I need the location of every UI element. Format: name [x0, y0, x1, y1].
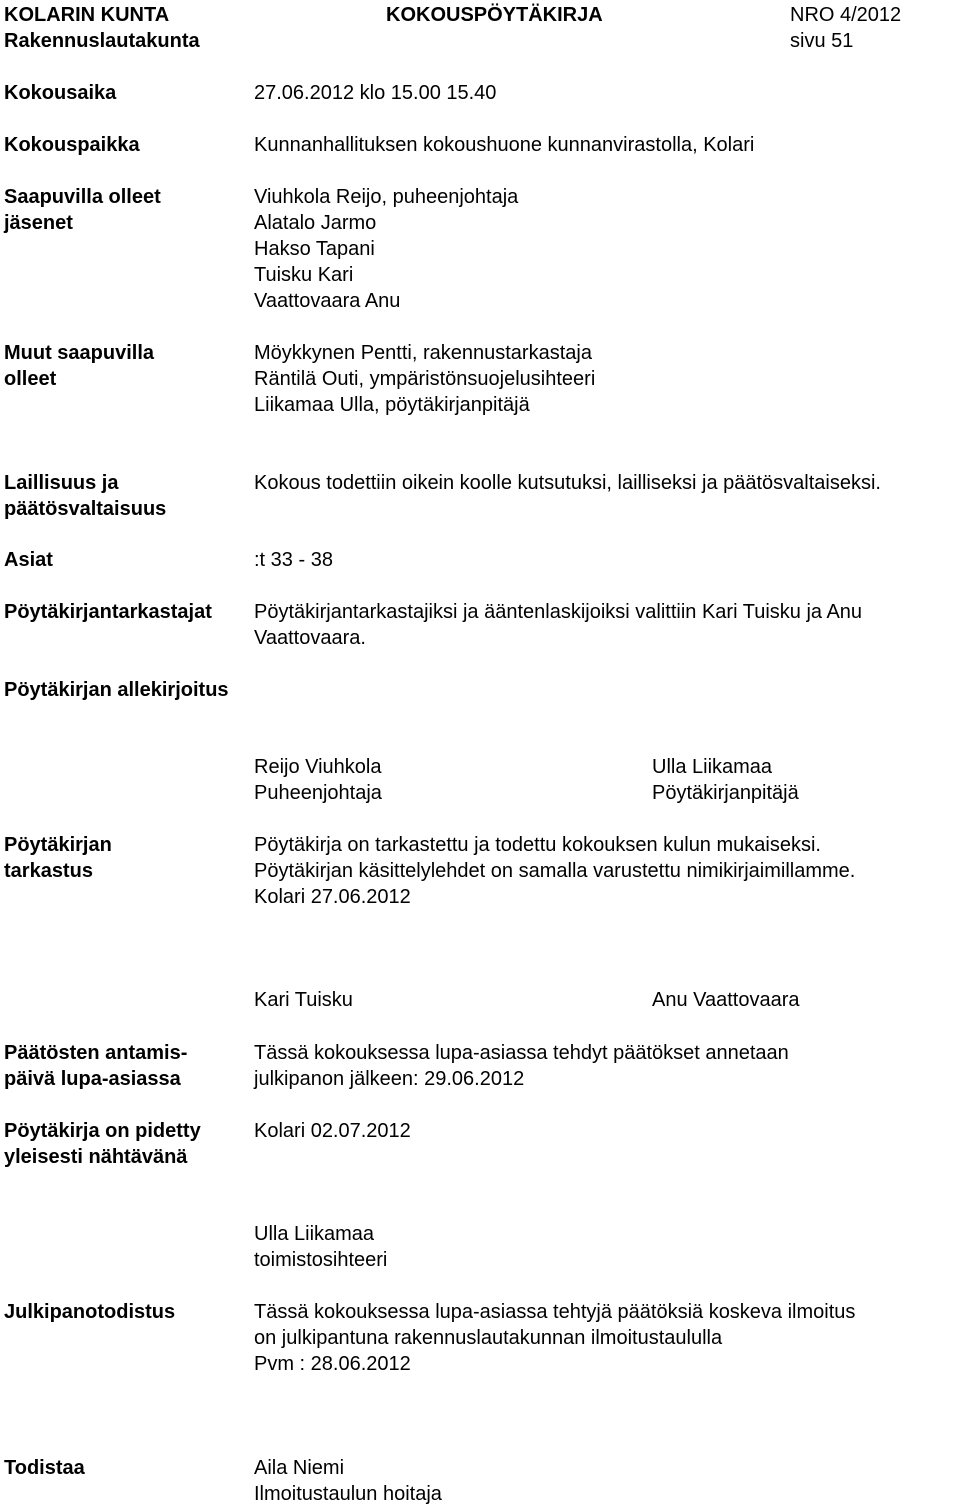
public-display-value: Kolari 02.07.2012: [254, 1120, 411, 1142]
list-item: Hakso Tapani: [254, 238, 375, 260]
decision-date-label: Päätösten antamis- päivä lupa-asiassa: [4, 1042, 188, 1090]
members-present-list: [254, 184, 518, 314]
legality-label: Laillisuus ja päätösvaltaisuus: [4, 472, 167, 520]
review-label: Pöytäkirjan tarkastus: [4, 834, 112, 882]
matters-label: Asiat: [4, 549, 53, 571]
list-item: Möykkynen Pentti, rakennustarkastaja: [254, 342, 592, 364]
list-item: Tuisku Kari: [254, 264, 354, 286]
list-item: Liikamaa Ulla, pöytäkirjanpitäjä: [254, 394, 530, 416]
minute-checkers-label: Pöytäkirjantarkastajat: [4, 601, 212, 623]
decision-date-text: Tässä kokouksessa lupa-asiassa tehdyt päätökset annetaan julkipanon jälkeen: 29.06.2012: [254, 1042, 789, 1090]
certify-label: Todistaa: [4, 1457, 85, 1479]
document-type: KOKOUSPÖYTÄKIRJA: [386, 4, 603, 26]
legality-text: Kokous todettiin oikein koolle kutsutuksi, lailliseksi ja päätösvaltaiseksi.: [254, 472, 881, 494]
others-present-list: [254, 340, 595, 418]
municipality-name: KOLARIN KUNTA: [4, 4, 170, 26]
review-text: Pöytäkirja on tarkastettu ja todettu kokouksen kulun mukaiseksi. Pöytäkirjan käsittelylehdet on samalla varustettu nimikirjaimillamme. Kolari 27.06.2012: [254, 834, 856, 908]
others-present-label: Muut saapuvilla olleet: [4, 342, 155, 390]
reviewer-1: Kari Tuisku: [254, 989, 353, 1011]
document-number: NRO 4/2012: [790, 4, 902, 26]
certify-signer: Aila Niemi Ilmoitustaulun hoitaja: [254, 1457, 442, 1505]
meeting-place-value: Kunnanhallituksen kokoushuone kunnanvirastolla, Kolari: [254, 134, 755, 156]
public-display-signer: Ulla Liikamaa toimistosihteeri: [254, 1223, 388, 1271]
meeting-place-label: Kokouspaikka: [4, 134, 140, 156]
publication-certificate-label: Julkipanotodistus: [4, 1301, 176, 1323]
members-present-label: Saapuvilla olleet jäsenet: [4, 186, 161, 234]
meeting-time-value: 27.06.2012 klo 15.00 15.40: [254, 82, 497, 104]
public-display-label: Pöytäkirja on pidetty yleisesti nähtävänä: [4, 1120, 201, 1168]
signer-chairman: Reijo Viuhkola Puheenjohtaja: [254, 756, 382, 804]
list-item: Räntilä Outi, ympäristönsuojelusihteeri: [254, 368, 596, 390]
page-number: sivu 51: [790, 30, 854, 52]
list-item: Viuhkola Reijo, puheenjohtaja: [254, 186, 519, 208]
minute-checkers-text: Pöytäkirjantarkastajiksi ja ääntenlaskijoiksi valittiin Kari Tuisku ja Anu Vaattovaara.: [254, 601, 863, 649]
signature-label: Pöytäkirjan allekirjoitus: [4, 679, 229, 701]
matters-value: :t 33 - 38: [254, 549, 333, 571]
meeting-time-label: Kokousaika: [4, 82, 117, 104]
publication-certificate-text: Tässä kokouksessa lupa-asiassa tehtyjä päätöksiä koskeva ilmoitus on julkipantuna rakennuslautakunnan ilmoitustaululla Pvm : 28.06.2012: [254, 1301, 856, 1375]
reviewer-2: Anu Vaattovaara: [652, 989, 800, 1011]
list-item: Vaattovaara Anu: [254, 290, 401, 312]
board-name: Rakennuslautakunta: [4, 30, 200, 52]
list-item: Alatalo Jarmo: [254, 212, 377, 234]
signer-secretary: Ulla Liikamaa Pöytäkirjanpitäjä: [652, 756, 799, 804]
